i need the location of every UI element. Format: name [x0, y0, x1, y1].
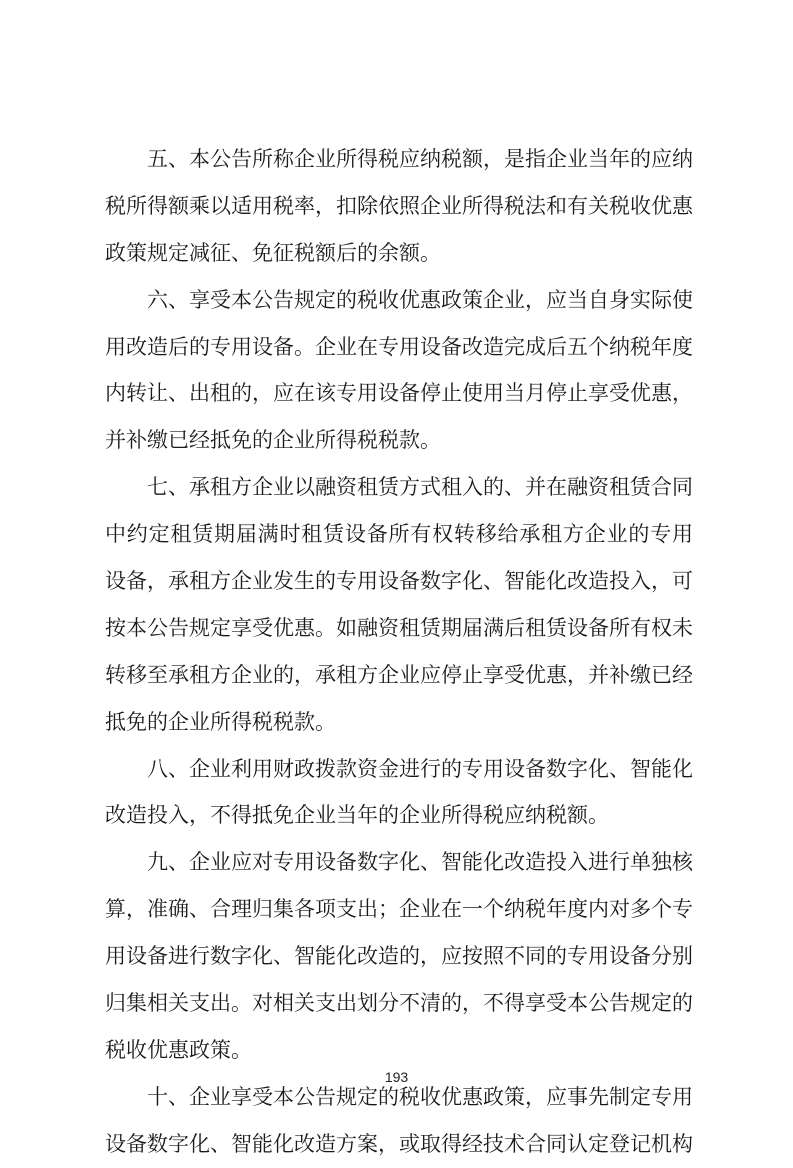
paragraph-line: 归集相关支出。对相关支出划分不清的，不得享受本公告规定的 [105, 991, 693, 1016]
paragraph-line: 政策规定减征、免征税额后的余额。 [105, 240, 441, 265]
paragraph-line: 改造投入，不得抵免企业当年的企业所得税应纳税额。 [105, 803, 609, 828]
document-body [105, 136, 693, 1168]
paragraph-line: 税所得额乘以适用税率，扣除依照企业所得税法和有关税收优惠 [105, 193, 693, 218]
paragraph-line: 设备数字化、智能化改造方案，或取得经技术合同认定登记机构 [105, 1131, 693, 1156]
paragraph-line: 按本公告规定享受优惠。如融资租赁期届满后租赁设备所有权未 [105, 615, 693, 640]
paragraph-line: 转移至承租方企业的，承租方企业应停止享受优惠，并补缴已经 [105, 662, 693, 687]
paragraph-line: 设备，承租方企业发生的专用设备数字化、智能化改造投入，可 [105, 569, 693, 594]
page-number: 193 [384, 1069, 409, 1085]
paragraph-line: 内转让、出租的，应在该专用设备停止使用当月停止享受优惠， [105, 381, 693, 406]
paragraph-line: 五、本公告所称企业所得税应纳税额，是指企业当年的应纳 [147, 147, 693, 171]
paragraph-line: 用改造后的专用设备。企业在专用设备改造完成后五个纳税年度 [105, 334, 693, 359]
paragraph-p9 [105, 839, 693, 1073]
paragraph-line: 八、企业利用财政拨款资金进行的专用设备数字化、智能化 [147, 756, 693, 781]
paragraph-p8 [105, 746, 693, 840]
paragraph-line: 中约定租赁期届满时租赁设备所有权转移给承租方企业的专用 [105, 522, 693, 547]
paragraph-line: 九、企业应对专用设备数字化、智能化改造投入进行单独核 [147, 850, 693, 875]
paragraph-line: 七、承租方企业以融资租赁方式租入的、并在融资租赁合同 [147, 475, 693, 500]
paragraph-line: 六、享受本公告规定的税收优惠政策企业，应当自身实际使 [147, 287, 693, 312]
paragraph-p6 [105, 277, 693, 465]
paragraph-line: 算，准确、合理归集各项支出；企业在一个纳税年度内对多个专 [105, 897, 693, 922]
paragraph-line: 并补缴已经抵免的企业所得税税款。 [105, 428, 441, 453]
paragraph-line: 用设备进行数字化、智能化改造的，应按照不同的专用设备分别 [105, 944, 693, 969]
paragraph-p5 [105, 136, 693, 277]
paragraph-line: 抵免的企业所得税税款。 [105, 709, 336, 734]
paragraph-line: 十、企业享受本公告规定的税收优惠政策，应事先制定专用 [147, 1084, 693, 1109]
paragraph-line: 税收优惠政策。 [105, 1037, 252, 1062]
paragraph-p7 [105, 464, 693, 745]
paragraph-p10 [105, 1074, 693, 1168]
